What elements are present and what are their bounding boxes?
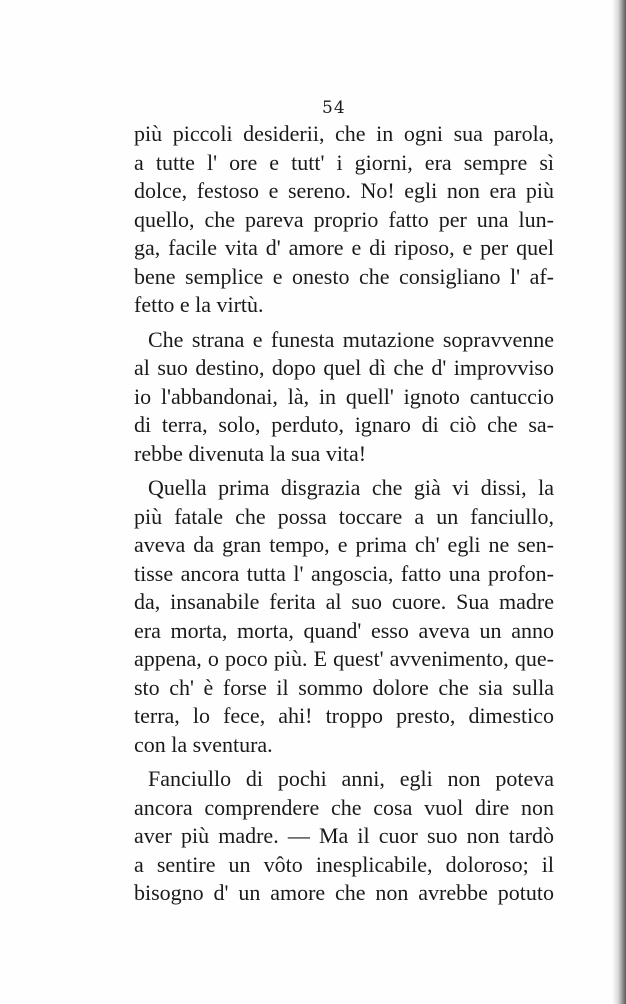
text-line: bene semplice e onesto che consigliano l' af- — [134, 263, 554, 289]
text-line: più fatale che possa toccare a un fanciullo, — [134, 503, 554, 529]
paragraph — [134, 326, 554, 469]
page-number: 54 — [322, 98, 346, 118]
text-line: ancora comprendere che cosa vuol dire non — [134, 794, 554, 820]
text-line: a sentire un vôto inesplicabile, doloroso; il — [134, 851, 554, 877]
text-line: rebbe divenuta la sua vita! — [134, 440, 367, 466]
text-line: io l'abbandonai, là, in quell' ignoto cantuccio — [134, 383, 554, 409]
text-line: appena, o poco più. E quest' avvenimento, que- — [134, 646, 554, 671]
text-line: quello, che pareva proprio fatto per una lun- — [134, 206, 554, 232]
text-line: ga, facile vita d' amore e di riposo, e per quel — [134, 235, 554, 260]
text-line: da, insanabile ferita al suo cuore. Sua madre — [134, 589, 554, 614]
text-line: con la sventura. — [134, 731, 273, 757]
text-line: dolce, festoso e sereno. No! egli non era più — [134, 178, 554, 203]
text-line: aveva da gran tempo, e prima ch' egli ne sen- — [134, 532, 554, 557]
text-line: Quella prima disgrazia che già vi dissi, la — [148, 475, 554, 500]
body-text — [134, 120, 554, 908]
text-line: bisogno d' un amore che non avrebbe potuto — [134, 880, 554, 905]
text-line: aver più madre. — Ma il cuor suo non tardò — [134, 823, 554, 848]
text-line: era morta, morta, quand' esso aveva un anno — [134, 617, 554, 643]
text-line: a tutte l' ore e tutt' i giorni, era sempre sì — [134, 149, 554, 175]
text-line: tisse ancora tutta l' angoscia, fatto una profon- — [134, 560, 554, 586]
text-line: al suo destino, dopo quel dì che d' improvviso — [134, 355, 554, 380]
text-line: Fanciullo di pochi anni, egli non poteva — [148, 766, 554, 791]
paragraph — [134, 765, 554, 908]
page-binding-edge — [612, 0, 626, 1004]
text-line: sto ch' è forse il sommo dolore che sia sulla — [134, 674, 554, 700]
text-line: terra, lo fece, ahi! troppo presto, dimestico — [134, 703, 554, 728]
paragraph — [134, 474, 554, 759]
paragraph — [134, 120, 554, 320]
text-line: Che strana e funesta mutazione sopravvenne — [148, 326, 554, 352]
text-line: fetto e la virtù. — [134, 292, 264, 317]
text-line: di terra, solo, perduto, ignaro di ciò che sa- — [134, 412, 554, 437]
text-line: più piccoli desiderii, che in ogni sua parola, — [134, 121, 554, 146]
